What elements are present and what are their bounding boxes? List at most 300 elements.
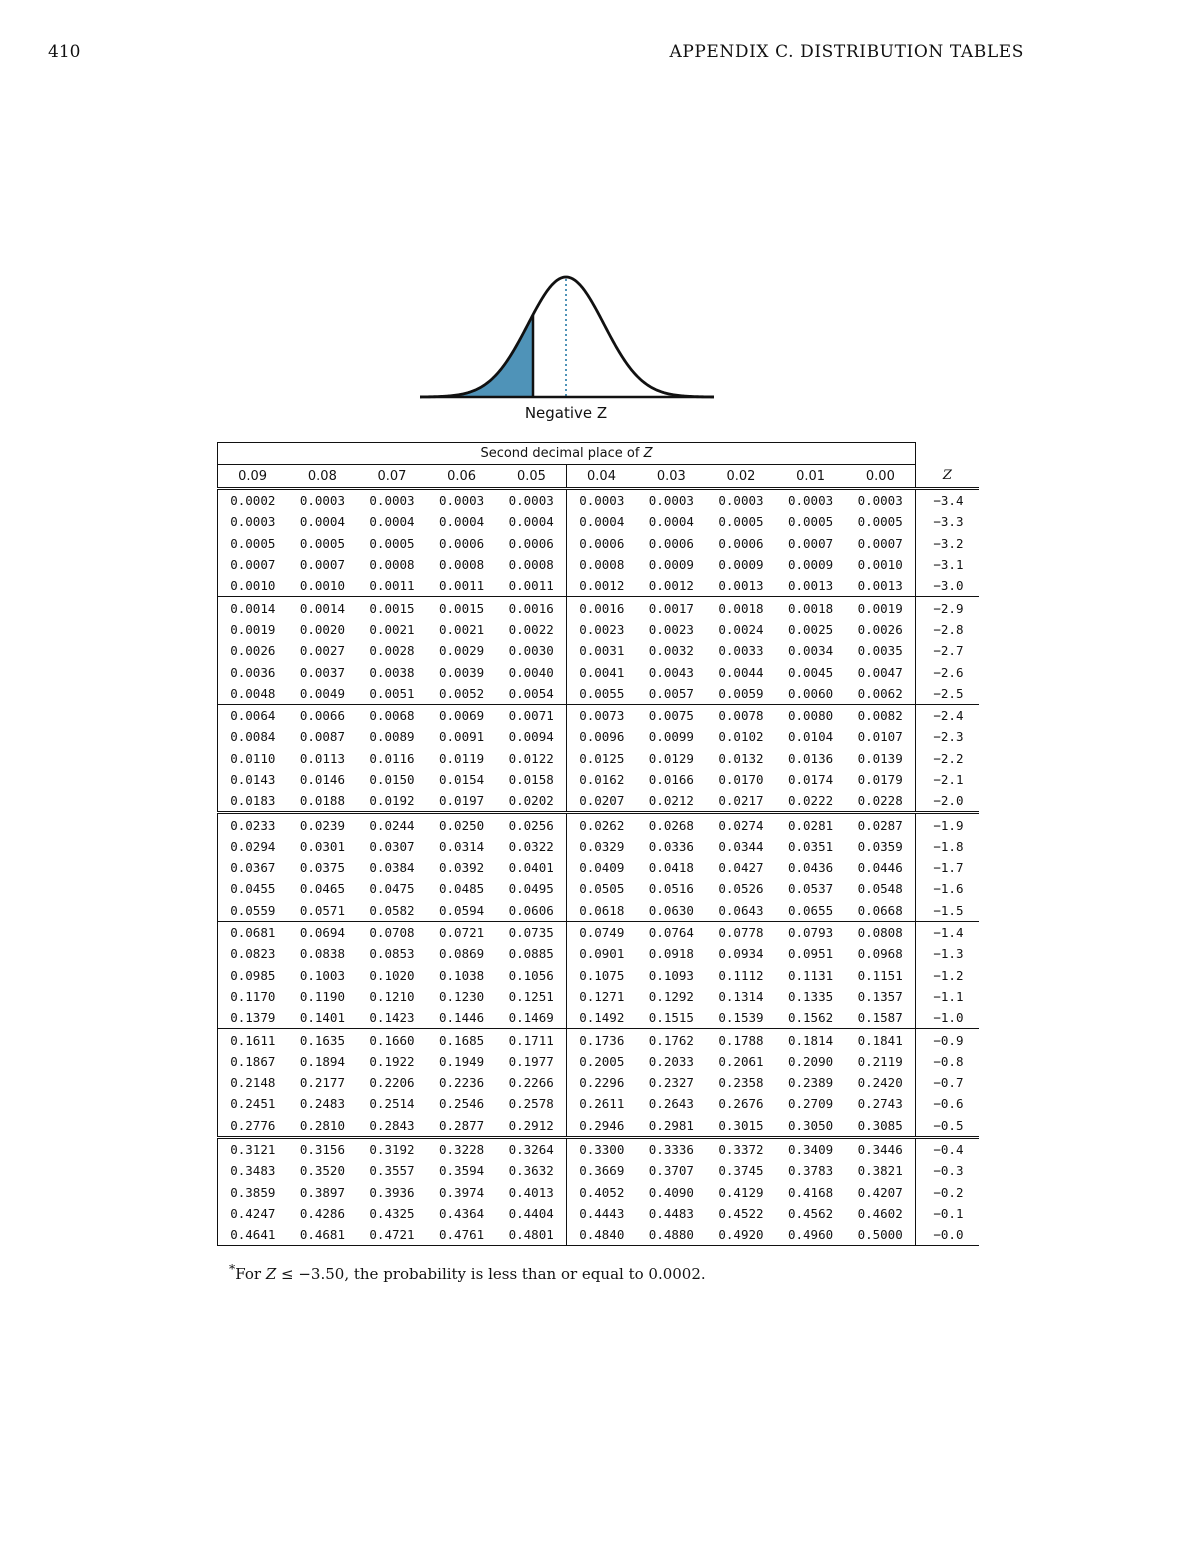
probability-cell: 0.0749 bbox=[566, 921, 636, 943]
probability-cell: 0.2743 bbox=[857, 1096, 903, 1112]
probability-cell: 0.0207 bbox=[566, 790, 636, 813]
probability-cell: 0.0384 bbox=[369, 860, 415, 876]
probability-cell: 0.0793 bbox=[776, 921, 846, 943]
probability-cell: 0.1056 bbox=[508, 967, 554, 983]
table-row bbox=[218, 1203, 979, 1224]
probability-cell: 0.0004 bbox=[369, 514, 415, 530]
probability-cell: 0.3085 bbox=[857, 1117, 903, 1133]
probability-cell: 0.0694 bbox=[288, 921, 358, 943]
probability-cell: 0.0104 bbox=[787, 729, 834, 745]
probability-cell: 0.0594 bbox=[439, 902, 485, 918]
probability-cell: 0.0039 bbox=[439, 664, 485, 680]
probability-cell: 0.1515 bbox=[648, 1010, 694, 1026]
probability-cell: 0.0571 bbox=[299, 902, 345, 918]
probability-cell: 0.0885 bbox=[508, 946, 554, 962]
probability-cell: 0.0301 bbox=[299, 838, 345, 854]
probability-cell: 0.0015 bbox=[357, 597, 427, 619]
table-row bbox=[218, 1224, 979, 1246]
probability-cell: 0.0212 bbox=[648, 793, 694, 809]
probability-cell: 0.1038 bbox=[439, 967, 485, 983]
probability-cell: 0.0017 bbox=[637, 597, 707, 619]
table-row bbox=[218, 921, 979, 943]
probability-cell: 0.1446 bbox=[439, 1010, 485, 1026]
column-header: 0.08 bbox=[288, 465, 358, 489]
z-value-cell: −1.2 bbox=[915, 965, 979, 986]
table-row bbox=[218, 1160, 979, 1181]
probability-cell: 0.1660 bbox=[357, 1029, 427, 1051]
probability-cell: 0.0233 bbox=[218, 813, 288, 836]
probability-cell: 0.0179 bbox=[857, 772, 903, 787]
probability-cell: 0.0322 bbox=[508, 838, 554, 854]
probability-cell: 0.0009 bbox=[787, 557, 834, 573]
probability-cell: 0.1423 bbox=[369, 1010, 415, 1026]
probability-cell: 0.2236 bbox=[439, 1075, 485, 1091]
probability-cell: 0.0043 bbox=[648, 664, 694, 680]
z-value-cell: −2.9 bbox=[915, 597, 979, 619]
probability-cell: 0.0091 bbox=[439, 729, 485, 745]
probability-cell: 0.3632 bbox=[508, 1163, 554, 1179]
z-value-cell: −0.7 bbox=[915, 1072, 979, 1093]
probability-cell: 0.0007 bbox=[857, 535, 903, 551]
probability-cell: 0.1469 bbox=[508, 1010, 554, 1026]
probability-cell: 0.0455 bbox=[218, 878, 288, 899]
probability-cell: 0.3372 bbox=[706, 1137, 776, 1160]
standard-normal-table bbox=[217, 442, 979, 1246]
probability-cell: 0.0838 bbox=[299, 946, 345, 962]
probability-cell: 0.0031 bbox=[566, 640, 636, 661]
probability-cell: 0.0129 bbox=[648, 750, 694, 766]
probability-cell: 0.0375 bbox=[299, 860, 345, 876]
probability-cell: 0.0136 bbox=[787, 750, 834, 766]
probability-cell: 0.2327 bbox=[648, 1075, 694, 1091]
probability-cell: 0.0037 bbox=[299, 664, 345, 680]
probability-cell: 0.2776 bbox=[218, 1115, 288, 1138]
column-header: 0.06 bbox=[427, 465, 497, 489]
probability-cell: 0.0344 bbox=[718, 838, 764, 854]
probability-cell: 0.0004 bbox=[439, 514, 485, 530]
probability-cell: 0.0166 bbox=[648, 772, 694, 787]
probability-cell: 0.0618 bbox=[566, 900, 636, 922]
z-value-cell: −0.5 bbox=[915, 1115, 979, 1138]
probability-cell: 0.4052 bbox=[566, 1182, 636, 1203]
probability-cell: 0.0078 bbox=[706, 704, 776, 726]
page-number: 410 bbox=[48, 42, 81, 62]
z-value-cell: −1.9 bbox=[915, 813, 979, 836]
probability-cell: 0.2709 bbox=[787, 1096, 834, 1112]
probability-cell: 0.3669 bbox=[566, 1160, 636, 1181]
probability-cell: 0.0048 bbox=[218, 683, 288, 705]
probability-cell: 0.0359 bbox=[857, 838, 903, 854]
probability-cell: 0.3936 bbox=[369, 1184, 415, 1200]
probability-cell: 0.0392 bbox=[439, 860, 485, 876]
probability-cell: 0.0548 bbox=[857, 881, 903, 897]
probability-cell: 0.1003 bbox=[299, 967, 345, 983]
probability-cell: 0.1762 bbox=[637, 1029, 707, 1051]
table-row bbox=[218, 836, 979, 857]
probability-cell: 0.0038 bbox=[369, 664, 415, 680]
probability-cell: 0.0026 bbox=[218, 640, 288, 661]
probability-cell: 0.5000 bbox=[845, 1224, 915, 1246]
probability-cell: 0.1736 bbox=[566, 1029, 636, 1051]
probability-cell: 0.1093 bbox=[648, 967, 694, 983]
probability-cell: 0.0010 bbox=[299, 578, 345, 594]
probability-cell: 0.0934 bbox=[718, 946, 764, 962]
probability-cell: 0.1112 bbox=[718, 967, 764, 983]
probability-cell: 0.0516 bbox=[648, 881, 694, 897]
probability-cell: 0.1492 bbox=[566, 1007, 636, 1029]
probability-cell: 0.0244 bbox=[357, 813, 427, 836]
probability-cell: 0.3264 bbox=[496, 1137, 566, 1160]
table-row bbox=[218, 769, 979, 790]
probability-cell: 0.0034 bbox=[787, 643, 834, 659]
probability-cell: 0.0174 bbox=[787, 772, 834, 787]
probability-cell: 0.0009 bbox=[648, 557, 694, 573]
probability-cell: 0.0028 bbox=[369, 643, 415, 659]
column-header: 0.09 bbox=[218, 465, 288, 489]
probability-cell: 0.2578 bbox=[508, 1096, 554, 1112]
probability-cell: 0.0030 bbox=[508, 643, 554, 659]
probability-cell: 0.4602 bbox=[857, 1205, 903, 1221]
negative-z-curve-figure bbox=[412, 268, 722, 404]
column-header: 0.05 bbox=[496, 465, 566, 489]
probability-cell: 0.4090 bbox=[648, 1184, 694, 1200]
probability-cell: 0.0113 bbox=[299, 750, 345, 766]
probability-cell: 0.3707 bbox=[648, 1163, 694, 1179]
probability-cell: 0.0808 bbox=[845, 921, 915, 943]
probability-cell: 0.0281 bbox=[776, 813, 846, 836]
probability-cell: 0.0668 bbox=[857, 902, 903, 918]
z-value-cell: −1.6 bbox=[915, 878, 979, 899]
table-row bbox=[218, 511, 979, 532]
column-header: 0.02 bbox=[706, 465, 776, 489]
probability-cell: 0.0116 bbox=[369, 750, 415, 766]
probability-cell: 0.0006 bbox=[648, 535, 694, 551]
table-row bbox=[218, 1029, 979, 1051]
probability-cell: 0.0016 bbox=[566, 597, 636, 619]
probability-cell: 0.0003 bbox=[218, 511, 288, 532]
probability-cell: 0.0021 bbox=[439, 621, 485, 637]
probability-cell: 0.4207 bbox=[857, 1184, 903, 1200]
probability-cell: 0.0202 bbox=[508, 793, 554, 809]
probability-cell: 0.0018 bbox=[776, 597, 846, 619]
table-row bbox=[218, 640, 979, 661]
probability-cell: 0.0150 bbox=[369, 772, 415, 787]
probability-cell: 0.0023 bbox=[566, 619, 636, 640]
probability-cell: 0.2033 bbox=[648, 1053, 694, 1069]
second-decimal-header bbox=[218, 443, 916, 465]
z-value-cell: −1.8 bbox=[915, 836, 979, 857]
probability-cell: 0.0011 bbox=[369, 578, 415, 594]
probability-cell: 0.0778 bbox=[706, 921, 776, 943]
table-row bbox=[218, 748, 979, 769]
probability-cell: 0.2877 bbox=[439, 1117, 485, 1133]
probability-cell: 0.4920 bbox=[706, 1224, 776, 1246]
z-value-cell: −0.9 bbox=[915, 1029, 979, 1051]
probability-cell: 0.0274 bbox=[706, 813, 776, 836]
probability-cell: 0.3520 bbox=[299, 1163, 345, 1179]
probability-cell: 0.0139 bbox=[857, 750, 903, 766]
probability-cell: 0.0005 bbox=[369, 535, 415, 551]
probability-cell: 0.0032 bbox=[648, 643, 694, 659]
probability-cell: 0.0329 bbox=[566, 836, 636, 857]
probability-cell: 0.4641 bbox=[218, 1224, 288, 1246]
probability-cell: 0.3557 bbox=[369, 1163, 415, 1179]
probability-cell: 0.0004 bbox=[508, 514, 554, 530]
caption-text: Negative bbox=[524, 404, 597, 422]
table-row bbox=[218, 704, 979, 726]
probability-cell: 0.0052 bbox=[439, 685, 485, 701]
table-row bbox=[218, 726, 979, 747]
probability-cell: 0.2912 bbox=[508, 1117, 554, 1133]
probability-cell: 0.2389 bbox=[787, 1075, 834, 1091]
probability-cell: 0.4960 bbox=[776, 1224, 846, 1246]
footnote bbox=[229, 1261, 706, 1283]
probability-cell: 0.0080 bbox=[776, 704, 846, 726]
z-value-cell: −0.3 bbox=[915, 1160, 979, 1181]
column-header: 0.07 bbox=[357, 465, 427, 489]
probability-cell: 0.0228 bbox=[857, 793, 903, 809]
table-row bbox=[218, 1137, 979, 1160]
probability-cell: 0.0057 bbox=[648, 685, 694, 701]
table-row bbox=[218, 533, 979, 554]
probability-cell: 0.1151 bbox=[857, 967, 903, 983]
footnote-z: Z bbox=[265, 1265, 277, 1283]
probability-cell: 0.1170 bbox=[218, 986, 288, 1007]
second-decimal-header-z: Z bbox=[643, 446, 653, 461]
probability-cell: 0.0045 bbox=[787, 664, 834, 680]
probability-cell: 0.0066 bbox=[288, 704, 358, 726]
footnote-text: ≤ −3.50, the probability is less than or equal to 0.0002. bbox=[276, 1265, 706, 1283]
probability-cell: 0.0094 bbox=[508, 729, 554, 745]
probability-cell: 0.3156 bbox=[288, 1137, 358, 1160]
probability-cell: 0.0823 bbox=[218, 943, 288, 964]
probability-cell: 0.0465 bbox=[299, 881, 345, 897]
probability-cell: 0.0708 bbox=[357, 921, 427, 943]
probability-cell: 0.1251 bbox=[508, 988, 554, 1004]
probability-cell: 0.0019 bbox=[218, 619, 288, 640]
probability-cell: 0.2005 bbox=[566, 1051, 636, 1072]
footnote-marker: * bbox=[229, 1261, 236, 1276]
probability-cell: 0.0047 bbox=[857, 664, 903, 680]
running-head: APPENDIX C. DISTRIBUTION TABLES bbox=[669, 42, 1024, 62]
probability-cell: 0.0582 bbox=[369, 902, 415, 918]
probability-cell: 0.0062 bbox=[857, 685, 903, 701]
probability-cell: 0.0003 bbox=[369, 493, 415, 509]
probability-cell: 0.0367 bbox=[218, 857, 288, 878]
table-row bbox=[218, 683, 979, 705]
probability-cell: 0.0336 bbox=[648, 838, 694, 854]
probability-cell: 0.1867 bbox=[218, 1051, 288, 1072]
z-value-cell: −0.4 bbox=[915, 1137, 979, 1160]
probability-cell: 0.0170 bbox=[718, 772, 764, 787]
probability-cell: 0.0096 bbox=[566, 726, 636, 747]
probability-cell: 0.1611 bbox=[218, 1029, 288, 1051]
probability-cell: 0.4364 bbox=[439, 1205, 485, 1221]
probability-cell: 0.0011 bbox=[439, 578, 485, 594]
z-value-cell: −2.8 bbox=[915, 619, 979, 640]
probability-cell: 0.0006 bbox=[718, 535, 764, 551]
probability-cell: 0.1357 bbox=[857, 988, 903, 1004]
probability-cell: 0.3050 bbox=[787, 1117, 834, 1133]
probability-cell: 0.1635 bbox=[288, 1029, 358, 1051]
probability-cell: 0.0005 bbox=[857, 514, 903, 530]
probability-cell: 0.4721 bbox=[357, 1224, 427, 1246]
probability-cell: 0.1841 bbox=[845, 1029, 915, 1051]
z-value-cell: −3.0 bbox=[915, 575, 979, 597]
probability-cell: 0.0003 bbox=[508, 493, 554, 509]
probability-cell: 0.0006 bbox=[566, 533, 636, 554]
column-header: 0.03 bbox=[637, 465, 707, 489]
probability-cell: 0.0951 bbox=[787, 946, 834, 962]
probability-cell: 0.4129 bbox=[718, 1184, 764, 1200]
probability-cell: 0.0006 bbox=[508, 535, 554, 551]
probability-cell: 0.0084 bbox=[218, 726, 288, 747]
probability-cell: 0.0110 bbox=[218, 748, 288, 769]
table-row bbox=[218, 597, 979, 619]
probability-cell: 0.0003 bbox=[787, 493, 834, 509]
probability-cell: 0.0014 bbox=[288, 597, 358, 619]
table-row bbox=[218, 900, 979, 922]
column-header: 0.00 bbox=[845, 465, 915, 489]
probability-cell: 0.0025 bbox=[787, 621, 834, 637]
probability-cell: 0.0099 bbox=[648, 729, 694, 745]
z-value-cell: −2.0 bbox=[915, 790, 979, 813]
probability-cell: 0.3192 bbox=[357, 1137, 427, 1160]
probability-cell: 0.0409 bbox=[566, 857, 636, 878]
table-row bbox=[218, 813, 979, 836]
probability-cell: 0.1335 bbox=[787, 988, 834, 1004]
probability-cell: 0.0158 bbox=[508, 772, 554, 787]
probability-cell: 0.0154 bbox=[439, 772, 485, 787]
probability-cell: 0.2483 bbox=[299, 1096, 345, 1112]
probability-cell: 0.0029 bbox=[439, 643, 485, 659]
probability-cell: 0.3446 bbox=[845, 1137, 915, 1160]
probability-cell: 0.0162 bbox=[566, 769, 636, 790]
probability-cell: 0.0005 bbox=[299, 535, 345, 551]
probability-cell: 0.4761 bbox=[427, 1224, 497, 1246]
probability-cell: 0.4562 bbox=[787, 1205, 834, 1221]
probability-cell: 0.0041 bbox=[566, 661, 636, 682]
probability-cell: 0.0005 bbox=[787, 514, 834, 530]
probability-cell: 0.0102 bbox=[718, 729, 764, 745]
table-row bbox=[218, 661, 979, 682]
probability-cell: 0.4522 bbox=[718, 1205, 764, 1221]
probability-cell: 0.0918 bbox=[648, 946, 694, 962]
probability-cell: 0.0197 bbox=[439, 793, 485, 809]
probability-cell: 0.2148 bbox=[218, 1072, 288, 1093]
probability-cell: 0.0044 bbox=[718, 664, 764, 680]
probability-cell: 0.1949 bbox=[439, 1053, 485, 1069]
probability-cell: 0.0089 bbox=[369, 729, 415, 745]
probability-cell: 0.0049 bbox=[299, 685, 345, 701]
probability-cell: 0.1190 bbox=[299, 988, 345, 1004]
probability-cell: 0.2296 bbox=[566, 1072, 636, 1093]
probability-cell: 0.0055 bbox=[566, 683, 636, 705]
probability-cell: 0.3859 bbox=[218, 1182, 288, 1203]
probability-cell: 0.1562 bbox=[787, 1010, 834, 1026]
probability-cell: 0.2451 bbox=[218, 1093, 288, 1114]
probability-cell: 0.0059 bbox=[718, 685, 764, 701]
probability-cell: 0.2177 bbox=[299, 1075, 345, 1091]
probability-cell: 0.4013 bbox=[508, 1184, 554, 1200]
z-column-header: Z bbox=[915, 465, 979, 489]
column-header: 0.01 bbox=[776, 465, 846, 489]
probability-cell: 0.0013 bbox=[718, 578, 764, 594]
probability-cell: 0.3015 bbox=[718, 1117, 764, 1133]
probability-cell: 0.0016 bbox=[496, 597, 566, 619]
probability-cell: 0.0495 bbox=[508, 881, 554, 897]
probability-cell: 0.4404 bbox=[508, 1205, 554, 1221]
probability-cell: 0.1788 bbox=[706, 1029, 776, 1051]
probability-cell: 0.0013 bbox=[787, 578, 834, 594]
z-value-cell: −2.7 bbox=[915, 640, 979, 661]
probability-cell: 0.0505 bbox=[566, 878, 636, 899]
probability-cell: 0.3783 bbox=[787, 1163, 834, 1179]
table-row bbox=[218, 857, 979, 878]
probability-cell: 0.2810 bbox=[299, 1117, 345, 1133]
probability-cell: 0.3594 bbox=[439, 1163, 485, 1179]
probability-cell: 0.0003 bbox=[718, 493, 764, 509]
table-row bbox=[218, 1093, 979, 1114]
probability-cell: 0.0010 bbox=[218, 575, 288, 597]
table-row bbox=[218, 790, 979, 813]
probability-cell: 0.0015 bbox=[427, 597, 497, 619]
probability-cell: 0.0721 bbox=[427, 921, 497, 943]
probability-cell: 0.0008 bbox=[369, 557, 415, 573]
z-value-cell: −0.2 bbox=[915, 1182, 979, 1203]
probability-cell: 0.0021 bbox=[369, 621, 415, 637]
probability-cell: 0.0119 bbox=[439, 750, 485, 766]
probability-cell: 0.0125 bbox=[566, 748, 636, 769]
probability-cell: 0.4483 bbox=[648, 1205, 694, 1221]
probability-cell: 0.0020 bbox=[299, 621, 345, 637]
z-value-cell: −2.1 bbox=[915, 769, 979, 790]
probability-cell: 0.0183 bbox=[218, 790, 288, 813]
z-value-cell: −1.1 bbox=[915, 986, 979, 1007]
probability-cell: 0.2119 bbox=[857, 1053, 903, 1069]
probability-cell: 0.0869 bbox=[439, 946, 485, 962]
probability-cell: 0.3228 bbox=[427, 1137, 497, 1160]
probability-cell: 0.0418 bbox=[648, 860, 694, 876]
probability-cell: 0.2206 bbox=[369, 1075, 415, 1091]
probability-cell: 0.0287 bbox=[845, 813, 915, 836]
probability-cell: 0.2946 bbox=[566, 1115, 636, 1138]
probability-cell: 0.0681 bbox=[218, 921, 288, 943]
probability-cell: 0.2061 bbox=[718, 1053, 764, 1069]
probability-cell: 0.0003 bbox=[857, 493, 903, 509]
probability-cell: 0.1894 bbox=[299, 1053, 345, 1069]
probability-cell: 0.0764 bbox=[637, 921, 707, 943]
probability-cell: 0.0024 bbox=[718, 621, 764, 637]
probability-cell: 0.0351 bbox=[787, 838, 834, 854]
probability-cell: 0.0968 bbox=[857, 946, 903, 962]
probability-cell: 0.0250 bbox=[427, 813, 497, 836]
probability-cell: 0.1587 bbox=[857, 1010, 903, 1026]
z-value-cell: −1.3 bbox=[915, 943, 979, 964]
probability-cell: 0.0068 bbox=[357, 704, 427, 726]
probability-cell: 0.0008 bbox=[508, 557, 554, 573]
probability-cell: 0.0222 bbox=[787, 793, 834, 809]
probability-cell: 0.0071 bbox=[496, 704, 566, 726]
probability-cell: 0.0014 bbox=[218, 597, 288, 619]
z-value-cell: −2.6 bbox=[915, 661, 979, 682]
probability-cell: 0.4325 bbox=[369, 1205, 415, 1221]
probability-cell: 0.1685 bbox=[427, 1029, 497, 1051]
probability-cell: 0.0010 bbox=[857, 557, 903, 573]
table-row bbox=[218, 489, 979, 512]
probability-cell: 0.0036 bbox=[218, 661, 288, 682]
probability-cell: 0.3336 bbox=[637, 1137, 707, 1160]
